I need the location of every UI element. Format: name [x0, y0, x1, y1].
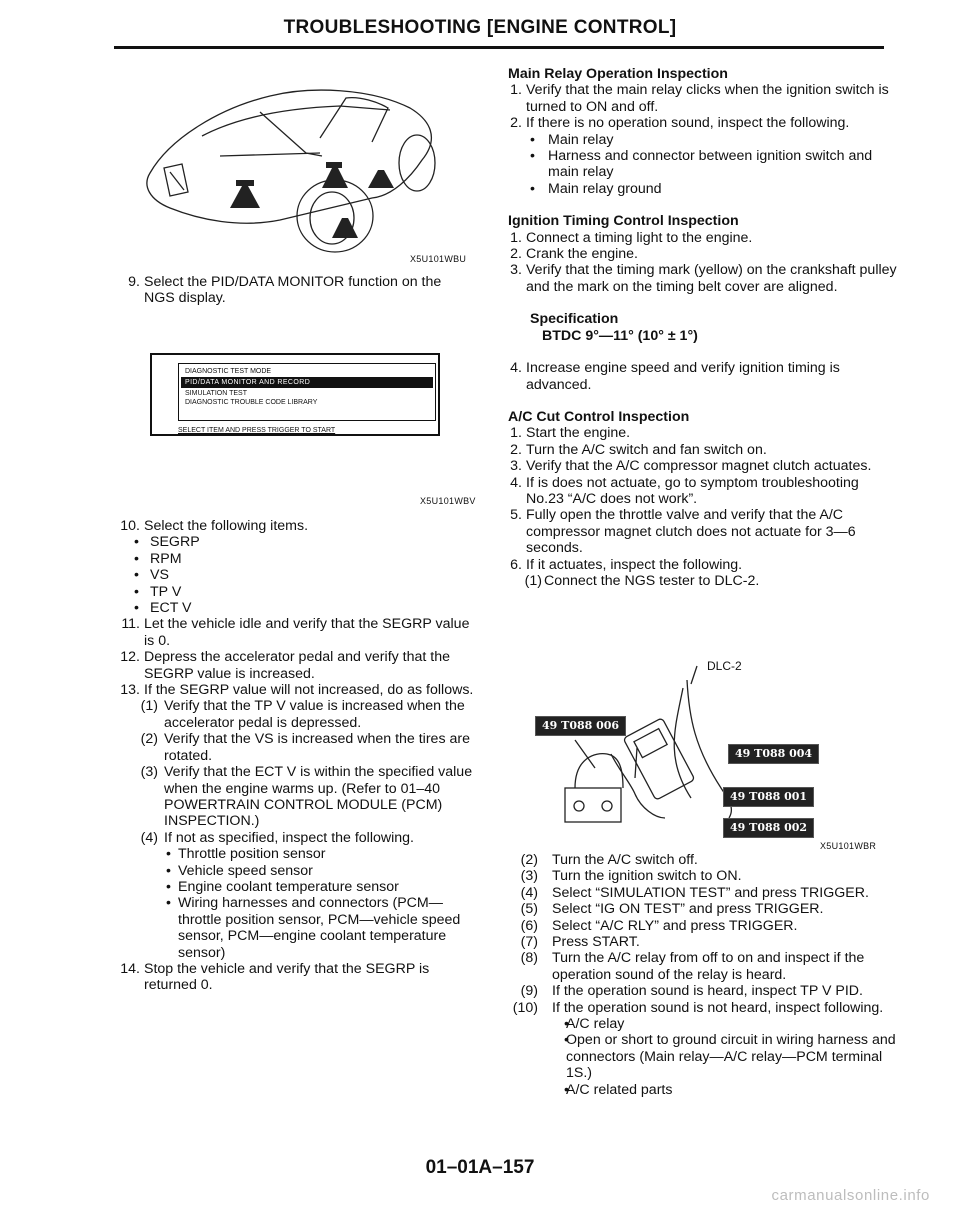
figure-code: X5U101WBV — [420, 496, 476, 506]
tool-tag: 49 T088 004 — [728, 744, 819, 764]
left-steps — [110, 518, 480, 994]
left-column — [110, 68, 490, 307]
substep-number: (1) — [524, 572, 542, 589]
step-number: 13. — [120, 682, 140, 699]
figure-code: X5U101WBU — [410, 254, 467, 264]
section-heading: Main Relay Operation Inspection — [508, 66, 728, 82]
page-number: 01–01A–157 — [425, 1157, 535, 1178]
substep-text: Verify that the TP V value is increased when the accelerator pedal is depressed. — [164, 698, 465, 731]
step-item — [110, 649, 480, 682]
substep-item — [110, 731, 480, 764]
watermark: carmanualsonline.info — [771, 1187, 930, 1204]
step-text: If there is no operation sound, inspect the following. — [526, 115, 850, 132]
step-text: Crank the engine. — [526, 246, 638, 263]
substep-number: (1) — [140, 698, 158, 715]
step-item — [508, 246, 898, 262]
step-item — [110, 518, 480, 534]
step-number: 11. — [121, 616, 140, 633]
step-text: Select the following items. — [144, 518, 309, 534]
ngs-menu-item: SIMULATION TEST — [185, 390, 247, 397]
ngs-footer: SELECT ITEM AND PRESS TRIGGER TO START — [178, 427, 336, 434]
right-column — [508, 66, 898, 589]
step-number: 3. — [510, 262, 522, 279]
substep-item — [508, 852, 898, 868]
list-item: • Vehicle speed sensor — [110, 863, 480, 879]
ac-substeps — [508, 852, 898, 1098]
substep-text: Press START. — [552, 934, 640, 951]
step-text: Stop the vehicle and verify that the SEGRP is returned 0. — [144, 960, 430, 994]
step-number: 6. — [510, 556, 522, 573]
tool-tag: 49 T088 001 — [723, 787, 814, 807]
page-header: TROUBLESHOOTING [ENGINE CONTROL] — [283, 17, 677, 38]
substep-text: Verify that the VS is increased when the tires are rotated. — [164, 731, 470, 764]
step-number: 5. — [510, 507, 522, 524]
step-item — [508, 442, 898, 458]
list-item: • Throttle position sensor — [110, 846, 480, 862]
substep-number: (3) — [520, 868, 538, 885]
step-item — [110, 274, 470, 307]
spec-value: BTDC 9°—11° (10° ± 1°) — [542, 327, 698, 344]
step-number: 2. — [510, 441, 522, 458]
substep-text: Turn the ignition switch to ON. — [552, 868, 742, 885]
step-text: Depress the accelerator pedal and verify that the SEGRP value is increased. — [144, 649, 450, 682]
step-item — [508, 360, 898, 393]
step-item — [508, 262, 898, 295]
step-number: 1. — [510, 82, 522, 99]
step-item — [508, 475, 898, 508]
list-item: • TP V — [110, 584, 480, 600]
substep-item — [110, 830, 480, 846]
substep-number: (8) — [520, 950, 538, 967]
substep-text: Verify that the ECT V is within the specified value when the engine warms up. (Refer to 01–40 POWERTRAIN CONTROL MODULE (PCM) INSPECTION.) — [164, 764, 473, 830]
substep-item — [508, 901, 898, 917]
step-number: 2. — [510, 115, 522, 132]
substep-text: Select “SIMULATION TEST” and press TRIGGER. — [552, 884, 869, 901]
substep-item — [508, 1000, 898, 1016]
step-text: Select the PID/DATA MONITOR function on the NGS display. — [144, 274, 442, 307]
step-number: 4. — [510, 360, 522, 377]
step-text: Increase engine speed and verify ignition timing is advanced. — [526, 360, 840, 393]
substep-item — [508, 885, 898, 901]
substep-text: Select “A/C RLY” and press TRIGGER. — [552, 917, 798, 934]
substep-item — [508, 918, 898, 934]
step-number: 10. — [120, 518, 140, 534]
list-item: • RPM — [110, 551, 480, 567]
step-item — [508, 557, 898, 573]
substep-number: (4) — [140, 829, 158, 846]
step-number: 9. — [128, 274, 140, 290]
substep-item — [110, 698, 480, 731]
list-item: • Main relay — [508, 132, 898, 148]
step-number: 12. — [120, 649, 140, 666]
substep-text: If the operation sound is heard, inspect TP V PID. — [552, 983, 863, 1000]
substep-number: (10) — [512, 999, 538, 1016]
substep-number: (2) — [520, 852, 538, 868]
substep-number: (7) — [520, 934, 538, 951]
tool-tag: 49 T088 002 — [723, 818, 814, 838]
ngs-screen-illustration — [150, 353, 440, 436]
step-number: 3. — [510, 458, 522, 475]
substep-number: (4) — [520, 884, 538, 901]
step-text: If is does not actuate, go to symptom troubleshooting No.23 “A/C does not work”. — [526, 474, 859, 507]
step-text: Fully open the throttle valve and verify that the A/C compressor magnet clutch does not actuate for 3—6 seconds. — [526, 507, 856, 557]
step-text: Start the engine. — [526, 425, 631, 442]
step-number: 1. — [510, 229, 522, 246]
substep-text: Select “IG ON TEST” and press TRIGGER. — [552, 901, 824, 918]
substep-number: (3) — [140, 764, 158, 781]
spec-label: Specification — [530, 311, 619, 328]
ngs-menu-item: DIAGNOSTIC TROUBLE CODE LIBRARY — [185, 399, 318, 406]
step-text: Turn the A/C switch and fan switch on. — [526, 441, 767, 458]
step-text: If it actuates, inspect the following. — [526, 556, 743, 573]
list-item: • SEGRP — [110, 534, 480, 550]
step-item — [508, 230, 898, 246]
step-number: 2. — [510, 246, 522, 263]
substep-text: Turn the A/C switch off. — [552, 852, 698, 868]
ngs-menu-item-selected: PID/DATA MONITOR AND RECORD — [181, 377, 433, 388]
step-item — [110, 961, 480, 994]
list-item: • Wiring harnesses and connectors (PCM—throttle position sensor, PCM—vehicle speed sensor, PCM—engine coolant temperature sensor) — [110, 895, 480, 961]
step-number: 1. — [510, 425, 522, 442]
list-item: • A/C relay — [508, 1016, 898, 1032]
step-number: 4. — [510, 474, 522, 491]
substep-text: If not as specified, inspect the following. — [164, 829, 414, 846]
substep-item — [508, 868, 898, 884]
substep-text: Turn the A/C relay from off to on and inspect if the operation sound of the relay is heard. — [552, 950, 865, 983]
step-item — [508, 115, 898, 131]
list-item: • Main relay ground — [508, 181, 898, 197]
step-item — [110, 616, 480, 649]
substep-number: (9) — [520, 983, 538, 1000]
list-item: • Open or short to ground circuit in wiring harness and connectors (Main relay—A/C relay—PCM terminal 1S.) — [508, 1032, 898, 1081]
substep-item — [508, 573, 898, 589]
substep-item — [508, 950, 898, 983]
list-item: • VS — [110, 567, 480, 583]
step-item — [508, 425, 898, 441]
dlc-2-label: DLC-2 — [707, 659, 742, 673]
header-rule — [114, 46, 884, 49]
substep-number: (5) — [520, 901, 538, 918]
list-item: • ECT V — [110, 600, 480, 616]
step-item — [508, 507, 898, 556]
substep-text: If the operation sound is not heard, inspect following. — [552, 999, 884, 1016]
substep-item — [508, 934, 898, 950]
step-text: Let the vehicle idle and verify that the SEGRP value is 0. — [144, 616, 470, 649]
ngs-menu — [178, 363, 436, 421]
step-item — [110, 682, 480, 698]
substep-text: Connect the NGS tester to DLC-2. — [544, 572, 760, 589]
step-number: 14. — [120, 960, 140, 977]
step-text: Verify that the main relay clicks when the ignition switch is turned to ON and off. — [526, 82, 889, 115]
step-item — [508, 458, 898, 474]
list-item: • Engine coolant temperature sensor — [110, 879, 480, 895]
tool-tag: 49 T088 006 — [535, 716, 626, 736]
step-text: Connect a timing light to the engine. — [526, 229, 753, 246]
step-text: Verify that the timing mark (yellow) on the crankshaft pulley and the mark on the timing belt cover are aligned. — [526, 262, 897, 295]
step-text: Verify that the A/C compressor magnet clutch actuates. — [526, 458, 872, 475]
section-heading: A/C Cut Control Inspection — [508, 408, 690, 425]
step-text: If the SEGRP value will not increased, do as follows. — [144, 682, 474, 699]
substep-number: (2) — [140, 731, 158, 748]
car-on-jack-stands-illustration — [110, 68, 490, 258]
step-item — [508, 82, 898, 115]
figure-code: X5U101WBR — [820, 841, 877, 851]
substep-number: (6) — [520, 917, 538, 934]
section-heading: Ignition Timing Control Inspection — [508, 213, 739, 230]
substep-item — [110, 764, 480, 830]
substep-item — [508, 983, 898, 999]
ngs-menu-item: DIAGNOSTIC TEST MODE — [185, 368, 272, 375]
list-item: • Harness and connector between ignition switch and main relay — [508, 148, 898, 181]
list-item: • A/C related parts — [508, 1082, 898, 1098]
